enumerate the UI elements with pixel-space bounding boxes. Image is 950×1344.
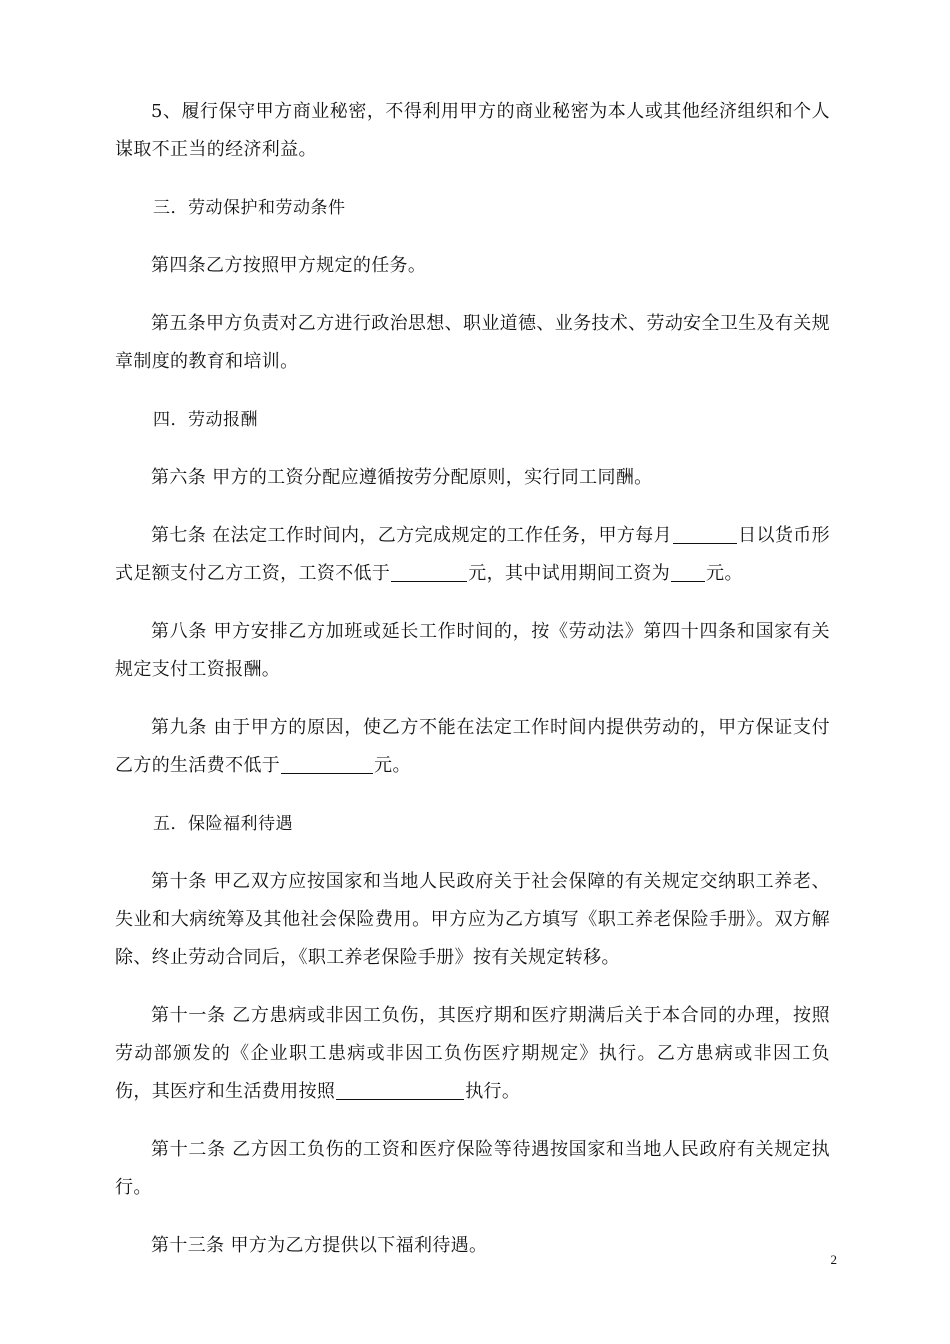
article-9	[115, 709, 830, 785]
article-12: 第十二条 乙方因工负伤的工资和医疗保险等待遇按国家和当地人民政府有关规定执行。	[115, 1139, 830, 1198]
article-11-text-2: 执行。	[465, 1081, 521, 1102]
article-13: 第十三条 甲方为乙方提供以下福利待遇。	[151, 1235, 488, 1256]
article-7-text-2: 日以货币形式足额支付乙方工资，工资不低于	[115, 525, 830, 584]
article-5: 第五条甲方负责对乙方进行政治思想、职业道德、业务技术、劳动安全卫生及有关规章制度的教育和培训。	[115, 313, 830, 372]
section-heading-5: 五．保险福利待遇	[153, 814, 293, 834]
article-11-text-1: 第十一条 乙方患病或非因工负伤，其医疗期和医疗期满后关于本合同的办理，按照劳动部颁发的《企业职工患病或非因工负伤医疗期规定》执行。乙方患病或非因工负伤，其医疗和生活费用按照	[115, 1005, 830, 1102]
min-wage-blank	[391, 563, 467, 582]
section-heading-3: 三．劳动保护和劳动条件	[153, 198, 346, 218]
article-7-text-3: 元，其中试用期间工资为	[468, 563, 671, 584]
living-allowance-blank	[281, 755, 373, 774]
document-body	[115, 93, 830, 1285]
article-4: 第四条乙方按照甲方规定的任务。	[151, 255, 427, 276]
section-heading-4: 四．劳动报酬	[153, 410, 258, 430]
clause-item-5: 5、履行保守甲方商业秘密，不得利用甲方的商业秘密为本人或其他经济组织和个人谋取不正当的经济利益。	[115, 101, 830, 160]
article-6: 第六条 甲方的工资分配应遵循按劳分配原则，实行同工同酬。	[151, 467, 653, 488]
article-9-text-1: 第九条 由于甲方的原因，使乙方不能在法定工作时间内提供劳动的，甲方保证支付乙方的生活费不低于	[115, 717, 830, 776]
medical-cost-basis-blank	[336, 1081, 464, 1100]
article-7	[115, 517, 830, 593]
article-9-text-2: 元。	[374, 755, 411, 776]
article-8: 第八条 甲方安排乙方加班或延长工作时间的，按《劳动法》第四十四条和国家有关规定支付工资报酬。	[115, 621, 830, 680]
page-number: 2	[830, 1252, 837, 1267]
article-7-text-1: 第七条 在法定工作时间内，乙方完成规定的工作任务，甲方每月	[151, 525, 673, 546]
probation-wage-blank	[671, 563, 705, 582]
article-11	[115, 997, 830, 1111]
pay-day-blank	[673, 525, 737, 544]
article-10: 第十条 甲乙双方应按国家和当地人民政府关于社会保障的有关规定交纳职工养老、失业和大病统筹及其他社会保险费用。甲方应为乙方填写《职工养老保险手册》。双方解除、终止劳动合同后，《职工养老保险手册》按有关规定转移。	[115, 871, 830, 968]
article-7-text-4: 元。	[706, 563, 743, 584]
